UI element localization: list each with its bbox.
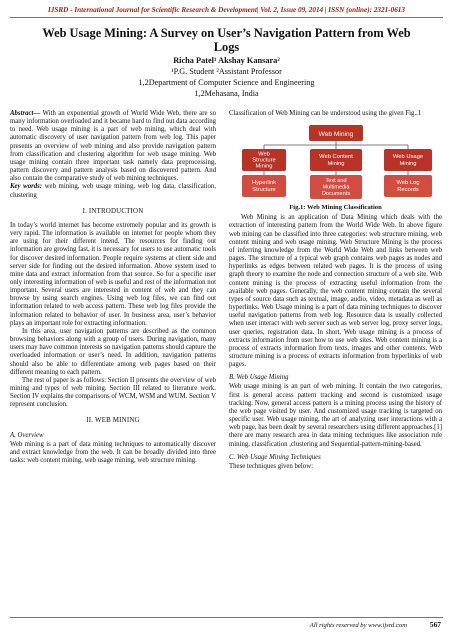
intro-paragraph-3: The rest of paper is as follows: Section II presents the overview of web mining and types of web mining. Section III related to literature work. Section IV explains the comparisons of WCM, WSM and WUM. Section V represent conclusion. [10,376,216,409]
techniques-paragraph: These techniques given below: [229,462,313,470]
subsection-overview: A. Overview [10,431,44,439]
root-node [309,125,363,141]
section-heading-web-mining: II. WEB MINING [86,417,140,425]
subsection-web-usage-mining: B. Web Usage Mining [229,374,289,382]
location: 1,2Mehasana, India [194,89,259,98]
journal-header: IJSRD - International Journal for Scientific Research & Development| Vol. 2, Issue 09, 2014 | ISSN (online): 2321-0613 [48,6,405,14]
page-footer [10,617,443,634]
svg-text:Mining: Mining [255,163,273,170]
svg-text:Mining: Mining [399,161,417,168]
subsection-techniques: C. Web Usage Mining Techniques [229,453,321,461]
svg-text:Web Log: Web Log [396,180,420,187]
overview-paragraph: Web mining is a part of data mining techniques to automatically discover and extract knowledge from the web. It can be broadly divided into three tasks: web content mining, web usage mining, web structure mining. [10,440,216,465]
web-usage-paragraph: Web usage mining is an part of web mining. It contain the two categories, first is general access pattern tracking and second is customized usage tracking. Now, general access pattern is a mining process using the history of the web page visited by user. And customized usage tracking is targeted on specific user. Web usage mining, the art of analyzing user interactions with a web page, has been dealt by several researchers using different approaches.[1] there are many research area in data mining techniques like association rule mining, classification ,clustering and Sequential-pattern-mining-based. [229,383,442,448]
keywords [10,183,216,199]
right-column [229,110,442,471]
svg-text:Records: Records [397,187,419,194]
figure-intro: Classification of Web Mining can be understood using the given Fig..1 [229,110,422,117]
web-mining-paragraph: Web Mining is an application of Data Mining which deals with the extraction of interesting pattern from the World Wide Web. In above figure web mining can be classified into three categories: web structure mining, web content mining and web usage mining. Web Structure Mining is the process of inferring knowledge from the World Wide Web and links between web pages. The structure of a typical web graph contains web pages as nodes and hyperlinks as edges between related web pages. It is the process of using graph theory to examine the node and connection structure of a web site. Web content mining is the process of extracting useful information from the available web pages. Generally, the web content mining contain the several types of source data such as textual, image, audio, video, metadata as well as hyperlinks. Web Usage mining is a part of data mining techniques to discover useful navigation patterns from web log. Resource data is usually collected when user interact with web server such as web server log, proxy server logs, user queries, registration data. In short, Web usage mining is a process of extracts information from user how to use web sites. Web content mining is a process of extracts information from texts, images and other contents. Web structure mining is a process of extracts information from hyperlinks of web pages. [229,214,442,369]
svg-text:Web Mining: Web Mining [318,131,354,139]
abstract-label: Abstract— [10,110,41,117]
paper-title: Web Usage Mining: A Survey on User’s Navigation Pattern from Web Logs [42,26,411,54]
page-number: 567 [429,620,441,629]
intro-paragraph-2: In this area, user navigation patterns are described as the common browsing behaviors along with a group of users. During navigation, many users may have common interests so navigation patterns should capture the overloaded information or user’s need. In addition, navigation patterns should also be able to differentiate among web pages based on their different meaning to each pattern. [10,327,216,376]
header-divider [10,17,443,18]
svg-text:Documents: Documents [321,191,351,198]
paper-authors: Richa Patel¹ Akshay Kansara² [173,56,280,65]
web-usage-mining-node [384,149,432,171]
svg-text:Structure: Structure [252,187,276,194]
abstract [10,110,216,183]
department: 1,2Department of Computer Science and Engineering [138,78,315,87]
keywords-label: Key words: [10,183,43,191]
web-log-records-node [384,175,432,197]
web-content-mining-node [310,149,362,171]
web-mining-figure [229,124,442,202]
svg-text:Mining: Mining [327,161,345,168]
svg-text:Web Content: Web Content [319,154,353,161]
svg-text:Structure: Structure [252,157,276,164]
web-mining-diagram [229,124,442,202]
web-structure-mining-node [242,149,286,171]
svg-text:Text and: Text and [325,178,347,185]
hyperlink-structure-node [242,175,286,197]
abstract-text: With an exponential growth of World Wide Web, there are so many information overloaded and it became hard to find out data according to need. Web usage mining is a part of web mining, which deal with automatic discovery of user navigation pattern from web log. This paper presents an overview of web mining and also provide navigation pattern from classification and clustering algorithm for web usage mining. Web usage mining contain three important task namely data preprocessing, pattern discovery and pattern analysis based on discovered pattern. And also contain the comparative study of web mining techniques. [10,110,216,183]
keywords-text: web mining, web usage mining, web log data, classification, clustering [10,183,216,199]
figure-caption: Fig.1: Web Mining Classification [289,204,382,212]
svg-text:Web Usage: Web Usage [392,154,424,161]
svg-text:Multimedia: Multimedia [322,184,350,191]
svg-text:Hyperlink: Hyperlink [251,180,277,187]
author-roles: ¹P.G. Student ²Assistant Professor [171,67,282,76]
left-column [10,110,216,465]
svg-text:Web: Web [258,151,270,158]
text-multimedia-node [310,175,362,199]
copyright-notice: All rights reserved by www.ijsrd.com [309,622,407,629]
section-heading-introduction: I. INTRODUCTION [82,207,144,215]
intro-paragraph-1: In today’s world internet has become extremely popular and its growth is very rapid. The information is available on internet for people whom they are using for their different intend. The resources for finding out information are growing fast, it is necessary for users to use automatic tools for discover desired information. People require systems at client side and server side for finding out the desired information. Above system used to mine data and extract information from that source. So for a specific user only interesting information of web is useful and rest of the information not important. Several users are interested in content of web and they can browse by using search engines. Using web log files, we can find out information related to web access pattern. These web log files provide the information related to behavior of user. In business area, user’s behavior plays an important role for extracting information. [10,221,216,327]
